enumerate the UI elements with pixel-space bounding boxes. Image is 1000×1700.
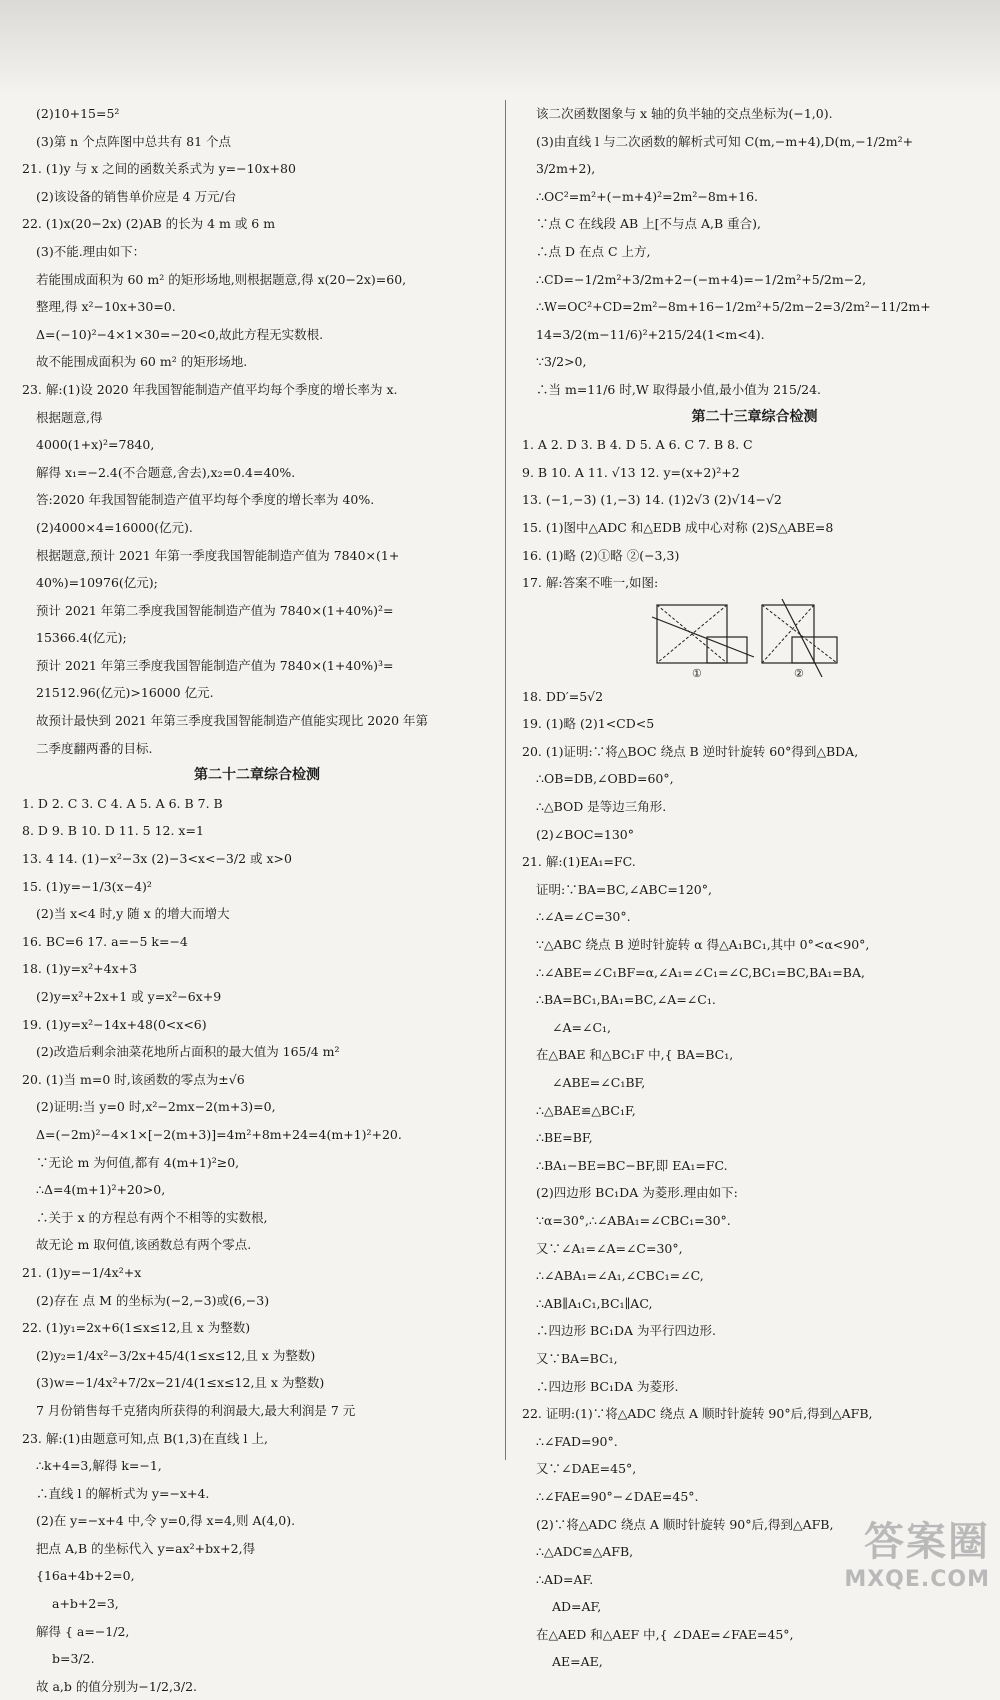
answer-line: ∴∠ABE=∠C₁BF=α,∠A₁=∠C₁=∠C,BC₁=BC,BA₁=BA, [536,964,865,980]
answer-line: 19. (1)y=x²−14x+48(0<x<6) [22,1016,207,1032]
answer-line: 二季度翻两番的目标. [36,740,153,756]
figure-label-2: ② [794,666,804,680]
answer-line: (2)4000×4=16000(亿元). [36,519,193,535]
answer-line: 8. D 9. B 10. D 11. 5 12. x=1 [22,823,204,839]
answer-line: (2)证明:当 y=0 时,x²−2mx−2(m+3)=0, [36,1099,276,1115]
watermark [844,1510,990,1592]
answer-figure [522,597,987,683]
answer-line: 1. D 2. C 3. C 4. A 5. A 6. B 7. B [22,795,223,811]
answer-line: 在△BAE 和△BC₁F 中,{ BA=BC₁, [536,1047,734,1063]
answer-line: ∴BE=BF, [536,1130,593,1146]
answer-line: 预计 2021 年第二季度我国智能制造产值为 7840×(1+40%)²= [36,602,394,618]
answer-line: 13. 4 14. (1)−x²−3x (2)−3<x<−3/2 或 x>0 [22,851,292,867]
answer-line: (2)存在 点 M 的坐标为(−2,−3)或(6,−3) [36,1292,270,1308]
answer-line: 4000(1+x)²=7840, [36,437,155,453]
answer-line: ∵无论 m 为何值,都有 4(m+1)²≥0, [36,1154,240,1170]
answer-line: 解得 { a=−1/2, [36,1623,130,1639]
answer-line: (2)在 y=−x+4 中,令 y=0,得 x=4,则 A(4,0). [36,1513,296,1529]
answer-line: 16. (1)略 (2)①略 ②(−3,3) [522,547,680,563]
answer-line: 20. (1)证明:∵将△BOC 绕点 B 逆时针旋转 60°得到△BDA, [522,743,859,759]
answer-line: 20. (1)当 m=0 时,该函数的零点为±√6 [22,1071,245,1087]
answer-line: ∴∠ABA₁=∠A₁,∠CBC₁=∠C, [536,1268,704,1284]
answer-line: ∴Δ=4(m+1)²+20>0, [36,1182,166,1198]
answer-line: (2)y₂=1/4x²−3/2x+45/4(1≤x≤12,且 x 为整数) [36,1347,316,1363]
answer-line: (2)四边形 BC₁DA 为菱形.理由如下: [536,1185,738,1201]
answer-line: (2)∠BOC=130° [536,826,634,842]
answer-line: 根据题意,得 [36,409,103,425]
answer-line: 7 月份销售每千克猪肉所获得的利润最大,最大利润是 7 元 [36,1402,356,1418]
answer-line: 15. (1)y=−1/3(x−4)² [22,878,152,894]
answer-line: 17. 解:答案不唯一,如图: [522,575,659,591]
answer-line: (2)∵将△ADC 绕点 A 顺时针旋转 90°后,得到△AFB, [536,1516,834,1532]
answer-line: ∴CD=−1/2m²+3/2m+2−(−m+4)=−1/2m²+5/2m−2, [536,271,867,287]
answer-line: 22. (1)x(20−2x) (2)AB 的长为 4 m 或 6 m [22,216,276,232]
answer-line: AD=AF, [552,1599,602,1615]
answer-line: ∠A=∠C₁, [552,1019,611,1035]
right-column [522,100,987,1676]
answer-line: 证明:∵BA=BC,∠ABC=120°, [536,881,712,897]
answer-line: 根据题意,预计 2021 年第一季度我国智能制造产值为 7840×(1+ [36,547,400,563]
answer-line: (2)改造后剩余油菜花地所占面积的最大值为 165/4 m² [36,1044,340,1060]
answer-line: ∴∠FAE=90°−∠DAE=45°. [536,1488,699,1504]
answer-line: 又∵∠A₁=∠A=∠C=30°, [536,1240,683,1256]
answer-line: ∵3/2>0, [536,354,587,370]
answer-line: ∴∠FAD=90°. [536,1433,618,1449]
answer-line: 故 a,b 的值分别为−1/2,3/2. [36,1678,198,1694]
page-top-shadow [0,0,1000,95]
answer-line: ∴OC²=m²+(−m+4)²=2m²−8m+16. [536,188,759,204]
answer-line: 故无论 m 取何值,该函数总有两个零点. [36,1237,252,1253]
answer-line: 9. B 10. A 11. √13 12. y=(x+2)²+2 [522,464,740,480]
section-heading: 第二十三章综合检测 [691,408,818,425]
answer-line: ∠ABE=∠C₁BF, [552,1075,646,1090]
column-divider [505,100,506,1460]
answer-line: (2)y=x²+2x+1 或 y=x²−6x+9 [36,989,222,1004]
answer-line: 23. 解:(1)由题意可知,点 B(1,3)在直线 l 上, [22,1430,268,1446]
answer-line: ∵△ABC 绕点 B 逆时针旋转 α 得△A₁BC₁,其中 0°<α<90°, [536,937,870,953]
answer-line: ∴BA₁−BE=BC−BF,即 EA₁=FC. [536,1157,728,1173]
answer-line: 故不能围成面积为 60 m² 的矩形场地. [36,354,248,370]
answer-line: (3)w=−1/4x²+7/2x−21/4(1≤x≤12,且 x 为整数) [36,1375,325,1391]
answer-line: ∴∠A=∠C=30°. [536,909,631,925]
answer-line: ∴点 D 在点 C 上方, [536,243,651,259]
answer-line: 把点 A,B 的坐标代入 y=ax²+bx+2,得 [36,1540,256,1556]
answer-line: (2)当 x<4 时,y 随 x 的增大而增大 [36,906,230,922]
answer-line: ∴四边形 BC₁DA 为平行四边形. [536,1323,716,1339]
answer-line: ∴W=OC²+CD=2m²−8m+16−1/2m²+5/2m−2=3/2m²−11/2m+ [536,299,931,315]
answer-line: (2)该设备的销售单价应是 4 万元/台 [36,188,237,204]
answer-line: 19. (1)略 (2)1<CD<5 [522,716,655,732]
answer-line: 预计 2021 年第三季度我国智能制造产值为 7840×(1+40%)³= [36,657,394,673]
answer-line: Δ=(−10)²−4×1×30=−20<0,故此方程无实数根. [36,326,324,342]
answer-line: ∴四边形 BC₁DA 为菱形. [536,1378,679,1394]
answer-line: 15366.4(亿元); [36,630,127,646]
answer-line: 该二次函数图象与 x 轴的负半轴的交点坐标为(−1,0). [536,106,833,121]
answer-line: 15. (1)图中△ADC 和△EDB 成中心对称 (2)S△ABE=8 [522,519,834,535]
answer-line: 22. (1)y₁=2x+6(1≤x≤12,且 x 为整数) [22,1320,251,1336]
answer-line: 解得 x₁=−2.4(不合题意,舍去),x₂=0.4=40%. [36,464,296,480]
answer-line: a+b+2=3, [52,1596,119,1612]
answer-line: 又∵BA=BC₁, [536,1350,618,1366]
answer-line: 在△AED 和△AEF 中,{ ∠DAE=∠FAE=45°, [536,1626,794,1642]
answer-line: {16a+4b+2=0, [36,1568,135,1584]
answer-line: 16. BC=6 17. a=−5 k=−4 [22,933,188,949]
watermark-url: MXQE.COM [844,1567,990,1592]
answer-line: 若能围成面积为 60 m² 的矩形场地,则根据题意,得 x(20−2x)=60, [36,271,407,287]
answer-line: 故预计最快到 2021 年第三季度我国智能制造产值能实现比 2020 年第 [36,713,429,729]
section-heading: 第二十二章综合检测 [194,767,320,784]
answer-line: ∴直线 l 的解析式为 y=−x+4. [36,1485,210,1501]
answer-line: 14=3/2(m−11/6)²+215/24(1<m<4). [536,326,765,342]
answer-line: ∴△BOD 是等边三角形. [536,799,667,815]
fig2-diagonal-2 [762,605,814,663]
answer-line: ∴OB=DB,∠OBD=60°, [536,771,674,787]
answer-line: ∴AD=AF. [536,1571,594,1587]
answer-line: ∴AB∥A₁C₁,BC₁∥AC, [536,1295,653,1311]
answer-line: 40%)=10976(亿元); [36,575,158,591]
answer-line: ∴当 m=11/6 时,W 取得最小值,最小值为 215/24. [536,381,822,397]
answer-line: ∵α=30°,∴∠ABA₁=∠CBC₁=30°. [536,1212,731,1228]
answer-line: (2)10+15=5² [36,106,120,121]
answer-line: 13. (−1,−3) (1,−3) 14. (1)2√3 (2)√14−√2 [522,492,782,508]
answer-line: ∵点 C 在线段 AB 上[不与点 A,B 重合), [536,216,762,232]
figure-label-1: ① [692,666,702,680]
answer-line: 18. (1)y=x²+4x+3 [22,961,138,977]
fig2-cut-line [782,599,822,677]
left-column [22,100,492,1700]
answer-line: (3)第 n 个点阵图中总共有 81 个点 [36,133,232,149]
answer-line: ∴关于 x 的方程总有两个不相等的实数根, [36,1209,268,1225]
answer-line: 3/2m+2), [536,161,596,177]
answer-line: 整理,得 x²−10x+30=0. [36,299,176,315]
answer-line: 21. (1)y 与 x 之间的函数关系式为 y=−10x+80 [22,161,296,177]
answer-line: 又∵∠DAE=45°, [536,1461,637,1477]
answer-line: 21. (1)y=−1/4x²+x [22,1264,142,1280]
answer-line: 答:2020 年我国智能制造产值平均每个季度的增长率为 40%. [36,492,375,508]
answer-line: 18. DD′=5√2 [522,688,604,704]
answer-line: 21. 解:(1)EA₁=FC. [522,854,636,870]
answer-line: 23. 解:(1)设 2020 年我国智能制造产值平均每个季度的增长率为 x. [22,381,398,397]
answer-line: ∴△BAE≌△BC₁F, [536,1102,636,1118]
figure-drawing [522,597,987,683]
answer-line: ∴BA=BC₁,BA₁=BC,∠A=∠C₁. [536,992,716,1008]
answer-line: (3)由直线 l 与二次函数的解析式可知 C(m,−m+4),D(m,−1/2m²+ [536,133,914,149]
answer-line: ∴△ADC≌△AFB, [536,1544,634,1560]
answer-line: b=3/2. [52,1651,95,1667]
answer-line: Δ=(−2m)²−4×1×[−2(m+3)]=4m²+8m+24=4(m+1)²+20. [36,1126,402,1142]
answer-line: AE=AE, [552,1654,603,1670]
watermark-text: 答案圈 [864,1519,990,1565]
answer-line: 22. 证明:(1)∵将△ADC 绕点 A 顺时针旋转 90°后,得到△AFB, [522,1406,873,1422]
answer-line: ∴k+4=3,解得 k=−1, [36,1458,162,1474]
answer-line: (3)不能.理由如下： [36,243,146,259]
answer-line: 1. A 2. D 3. B 4. D 5. A 6. C 7. B 8. C [522,437,753,453]
answer-line: 21512.96(亿元)>16000 亿元. [36,685,214,701]
